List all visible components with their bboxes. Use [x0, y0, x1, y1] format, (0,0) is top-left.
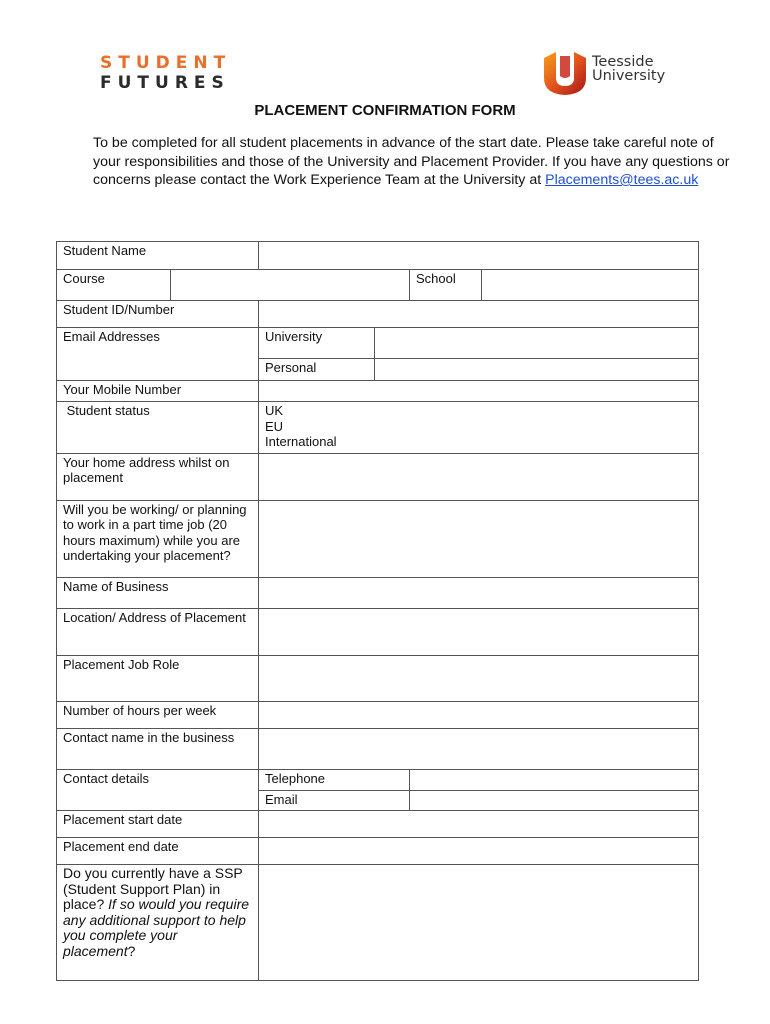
- teesside-university-logo: [542, 50, 666, 101]
- label-school: School: [410, 270, 482, 301]
- intro-text: To be completed for all student placements in advance of the start date. Please take careful note of your responsibilities and those of the University and Placement Provider. If you have any questions or concerns please contact the Work Experience Team at the University at: [93, 135, 730, 188]
- label-contact-email: Email: [259, 790, 410, 811]
- label-location: Location/ Address of Placement: [57, 608, 259, 655]
- teesside-emblem-icon: [542, 50, 588, 96]
- label-course: Course: [57, 270, 171, 301]
- label-telephone: Telephone: [259, 769, 410, 790]
- label-student-id: Student ID/Number: [57, 301, 259, 328]
- label-home-address: Your home address whilst on placement: [57, 453, 259, 500]
- logo-line-1: STUDENT: [100, 53, 232, 73]
- input-hours[interactable]: [259, 701, 699, 728]
- form-title: PLACEMENT CONFIRMATION FORM: [254, 102, 516, 119]
- input-telephone[interactable]: [410, 769, 699, 790]
- input-school[interactable]: [482, 270, 699, 301]
- student-status-options: [259, 402, 699, 454]
- input-business-name[interactable]: [259, 577, 699, 608]
- status-option-uk[interactable]: UK: [265, 403, 284, 418]
- label-mobile: Your Mobile Number: [57, 381, 259, 402]
- status-option-international[interactable]: International: [265, 434, 337, 449]
- university-line-2: University: [592, 68, 666, 84]
- input-home-address[interactable]: [259, 453, 699, 500]
- ssp-followup: If so would you require any additional support to help you complete your placement: [63, 896, 250, 959]
- intro-paragraph: [93, 134, 733, 190]
- placements-email-link[interactable]: Placements@tees.ac.uk: [545, 172, 699, 188]
- label-email-addresses: Email Addresses: [57, 328, 259, 381]
- label-start-date: Placement start date: [57, 811, 259, 838]
- label-job-role: Placement Job Role: [57, 655, 259, 701]
- input-course[interactable]: [171, 270, 410, 301]
- label-email-university: University: [259, 328, 375, 359]
- label-hours: Number of hours per week: [57, 701, 259, 728]
- input-job-role[interactable]: [259, 655, 699, 701]
- label-contact-name: Contact name in the business: [57, 728, 259, 769]
- input-email-personal[interactable]: [375, 359, 699, 381]
- placement-form-table: [56, 241, 699, 981]
- input-end-date[interactable]: [259, 838, 699, 865]
- university-name: [592, 55, 665, 83]
- label-end-date: Placement end date: [57, 838, 259, 865]
- label-ssp: [57, 865, 259, 981]
- input-ssp[interactable]: [259, 865, 699, 981]
- label-working: Will you be working/ or planning to work in a part time job (20 hours maximum) while you are undertaking your placement?: [57, 500, 259, 577]
- status-option-eu[interactable]: EU: [265, 418, 284, 434]
- student-futures-logo: [100, 55, 231, 92]
- ssp-question: Do you currently have a SSP (Student Support Plan) in place?: [63, 865, 243, 912]
- university-line-1: Teesside: [592, 54, 654, 70]
- input-student-id[interactable]: [259, 301, 699, 328]
- label-student-status: Student status: [57, 402, 259, 454]
- input-contact-name[interactable]: [259, 728, 699, 769]
- input-email-university[interactable]: [375, 328, 699, 359]
- label-student-name: Student Name: [57, 242, 259, 270]
- label-contact-details: Contact details: [57, 769, 259, 811]
- input-location[interactable]: [259, 608, 699, 655]
- input-start-date[interactable]: [259, 811, 699, 838]
- input-student-name[interactable]: [259, 242, 699, 270]
- label-email-personal: Personal: [259, 359, 375, 381]
- label-business-name: Name of Business: [57, 577, 259, 608]
- ssp-question-mark: ?: [127, 942, 136, 959]
- logo-line-2: FUTURES: [100, 73, 230, 93]
- input-working[interactable]: [259, 500, 699, 577]
- input-mobile[interactable]: [259, 381, 699, 402]
- input-contact-email[interactable]: [410, 790, 699, 811]
